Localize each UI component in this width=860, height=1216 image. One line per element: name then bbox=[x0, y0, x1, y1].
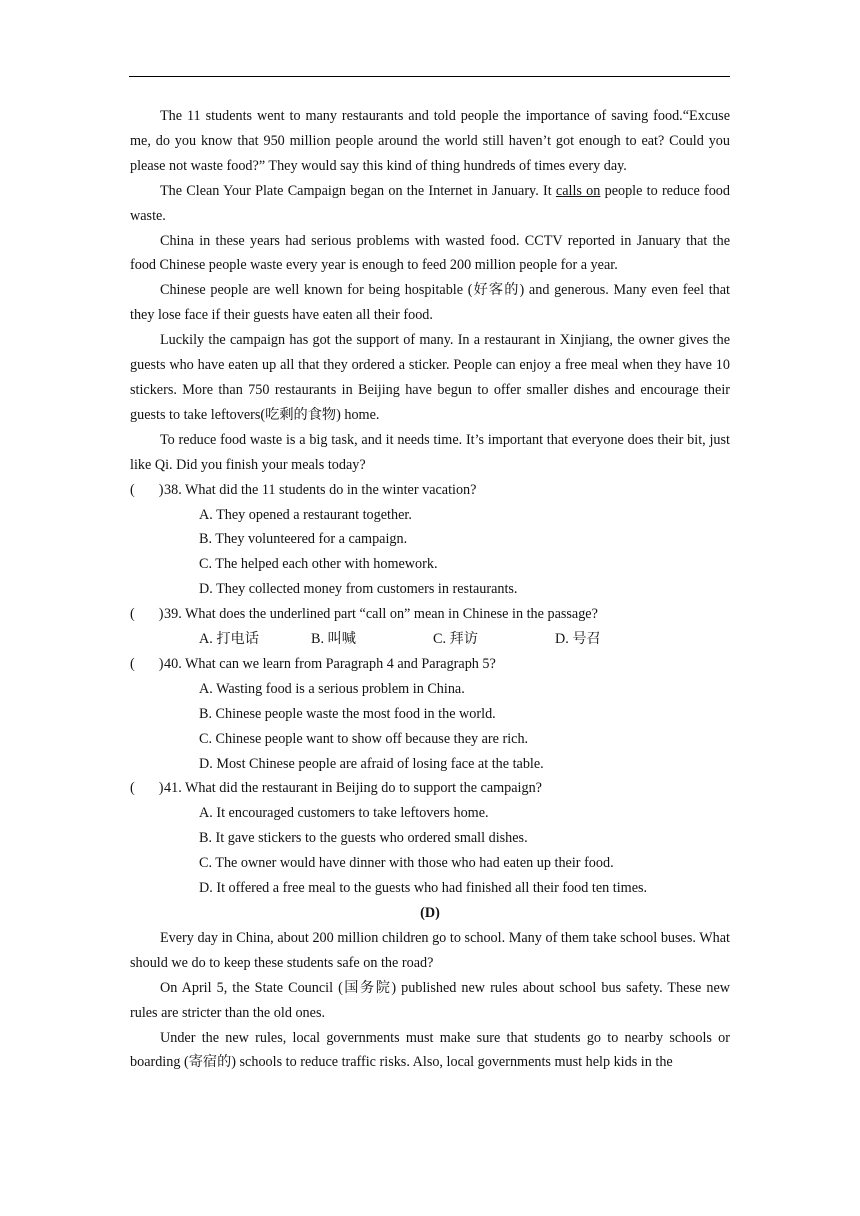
question-stem: 40. What can we learn from Paragraph 4 and Paragraph 5? bbox=[164, 655, 496, 672]
paren-close: ) bbox=[158, 606, 164, 623]
option-a: A. 打电话 bbox=[199, 631, 259, 648]
underlined-phrase: calls on bbox=[555, 182, 601, 199]
option-a: A. It encouraged customers to take leftovers home. bbox=[199, 805, 489, 822]
option-a: A. They opened a restaurant together. bbox=[199, 506, 412, 523]
header-rule bbox=[129, 76, 730, 77]
option-d: D. 号召 bbox=[555, 631, 601, 648]
question-stem: 38. What did the 11 students do in the winter vacation? bbox=[164, 481, 477, 498]
question-40 bbox=[130, 652, 730, 677]
answer-blank[interactable] bbox=[130, 478, 164, 503]
option-c: C. Chinese people want to show off because they are rich. bbox=[199, 730, 529, 747]
option-b: B. They volunteered for a campaign. bbox=[199, 531, 408, 548]
option-c: C. 拜访 bbox=[433, 631, 478, 648]
passage-c-paragraph-6: To reduce food waste is a big task, and it needs time. It’s important that everyone does their bit, just like Qi. Did you finish your meals today? bbox=[130, 431, 730, 473]
paren-open: ( bbox=[130, 780, 135, 797]
passage-c-paragraph-4: Chinese people are well known for being hospitable (好客的) and generous. Many even feel that they lose face if their guests have eaten all their food. bbox=[130, 282, 730, 324]
paragraph-text: people to reduce food waste. bbox=[130, 182, 730, 224]
option-d: D. They collected money from customers in restaurants. bbox=[199, 581, 518, 598]
answer-blank[interactable] bbox=[130, 776, 164, 801]
page-content bbox=[130, 104, 730, 1075]
passage-d-paragraph-2: On April 5, the State Council (国务院) published new rules about school bus safety. These new rules are stricter than the old ones. bbox=[130, 979, 730, 1021]
question-stem: 39. What does the underlined part “call on” mean in Chinese in the passage? bbox=[164, 606, 598, 623]
answer-blank[interactable] bbox=[130, 602, 164, 627]
option-d: D. Most Chinese people are afraid of losing face at the table. bbox=[199, 755, 544, 772]
option-d: D. It offered a free meal to the guests who had finished all their food ten times. bbox=[199, 880, 648, 897]
answer-blank[interactable] bbox=[130, 652, 164, 677]
paren-open: ( bbox=[130, 481, 135, 498]
paren-close: ) bbox=[158, 481, 164, 498]
passage-d-paragraph-1: Every day in China, about 200 million children go to school. Many of them take school buses. What should we do to keep these students safe on the road? bbox=[130, 929, 730, 971]
question-stem: 41. What did the restaurant in Beijing do to support the campaign? bbox=[164, 780, 542, 797]
paren-open: ( bbox=[130, 606, 135, 623]
paren-close: ) bbox=[158, 655, 164, 672]
option-c: C. The helped each other with homework. bbox=[199, 556, 438, 573]
option-b: B. 叫喊 bbox=[311, 631, 356, 648]
passage-c-paragraph-2 bbox=[130, 179, 730, 229]
option-c: C. The owner would have dinner with those who had eaten up their food. bbox=[199, 855, 614, 872]
paren-open: ( bbox=[130, 655, 135, 672]
question-38 bbox=[130, 478, 730, 503]
passage-c-paragraph-3: China in these years had serious problems with wasted food. CCTV reported in January that the food Chinese people waste every year is enough to feed 200 million people for a year. bbox=[130, 232, 730, 274]
section-heading: (D) bbox=[420, 905, 440, 921]
question-41 bbox=[130, 776, 730, 801]
question-39 bbox=[130, 602, 730, 627]
option-a: A. Wasting food is a serious problem in China. bbox=[199, 680, 465, 697]
passage-c-paragraph-1: The 11 students went to many restaurants and told people the importance of saving food.“Excuse me, do you know that 950 million people around the world still haven’t got enough to eat? Could you please not waste food?” They would say this kind of thing hundreds of times every day. bbox=[130, 108, 730, 174]
option-b: B. Chinese people waste the most food in the world. bbox=[199, 705, 496, 722]
option-row bbox=[199, 627, 730, 652]
passage-c-paragraph-5: Luckily the campaign has got the support of many. In a restaurant in Xinjiang, the owner gives the guests who have eaten up all that they ordered a sticker. People can enjoy a free meal when they have 10 stickers. More than 750 restaurants in Beijing have begun to offer smaller dishes and encourage their guests to take leftovers(吃剩的食物) home. bbox=[130, 332, 730, 423]
passage-d-paragraph-3: Under the new rules, local governments must make sure that students go to nearby schools or boarding (寄宿的) schools to reduce traffic risks. Also, local governments must help kids in the bbox=[130, 1029, 730, 1071]
option-b: B. It gave stickers to the guests who ordered small dishes. bbox=[199, 830, 528, 847]
paren-close: ) bbox=[158, 780, 164, 797]
paragraph-text: The Clean Your Plate Campaign began on the Internet in January. It bbox=[160, 182, 556, 199]
